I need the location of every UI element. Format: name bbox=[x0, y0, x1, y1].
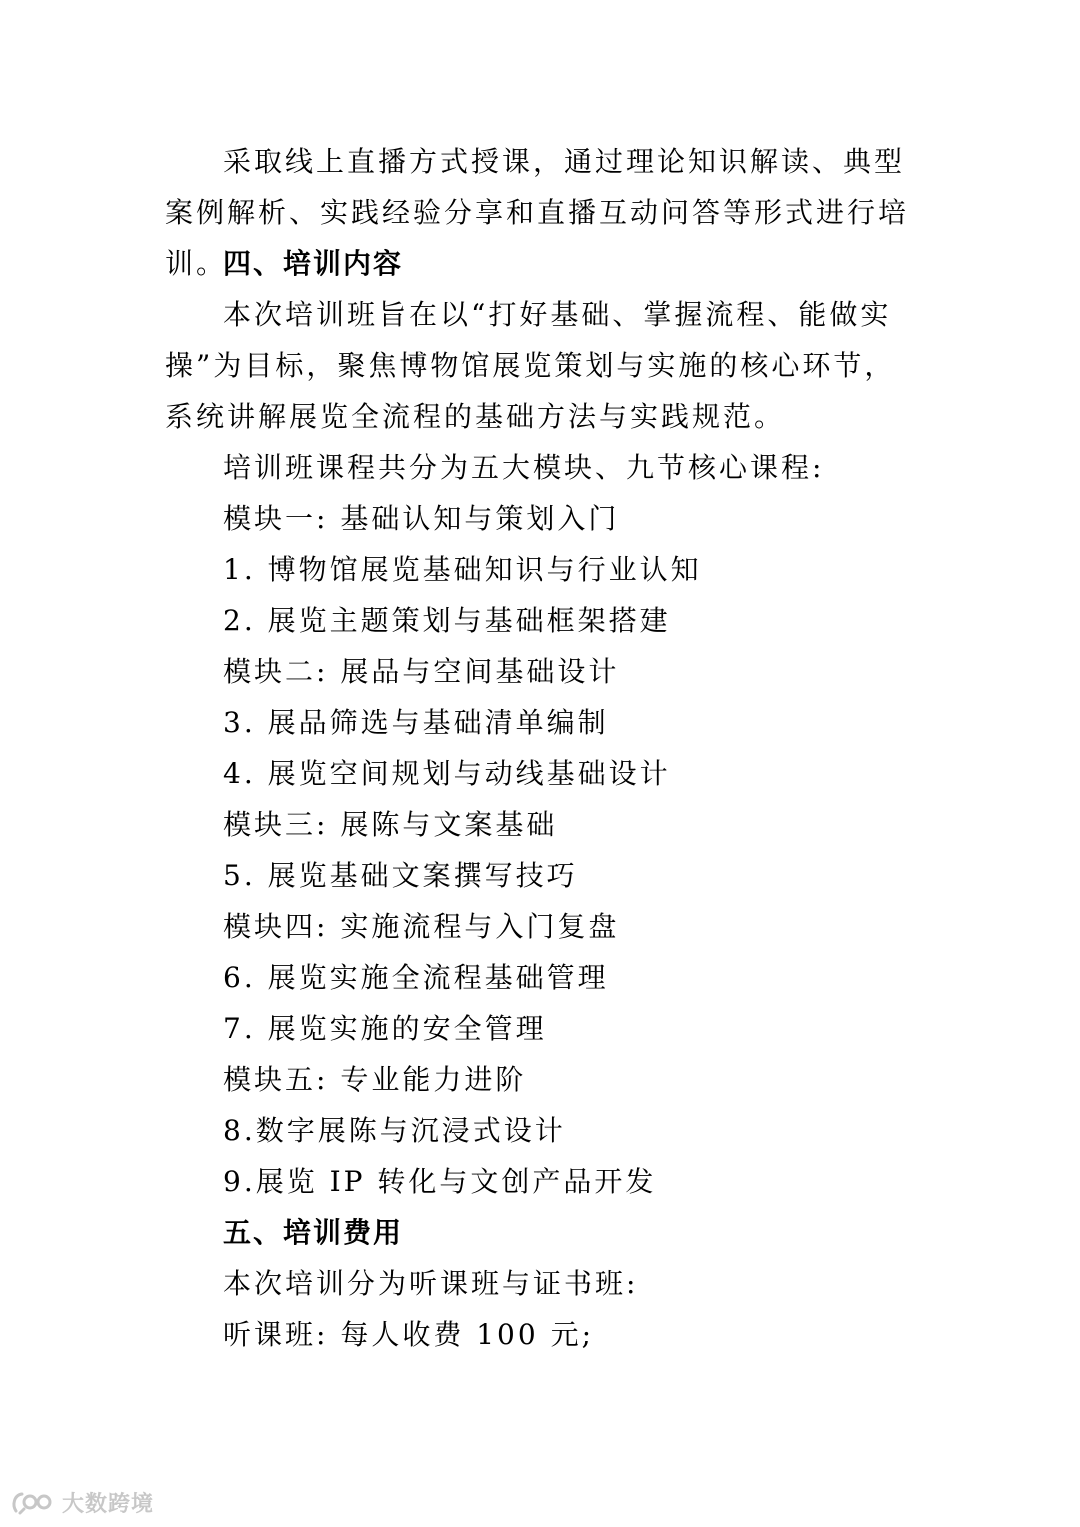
module-5-title: 模块五: 专业能力进阶 bbox=[223, 1063, 527, 1096]
module-1-title: 模块一: 基础认知与策划入门 bbox=[223, 502, 620, 535]
course-item-8: 8.数字展陈与沉浸式设计 bbox=[223, 1114, 566, 1147]
section-heading-training-content: 四、培训内容 bbox=[223, 247, 404, 280]
course-item-5: 5. 展览基础文案撰写技巧 bbox=[223, 859, 578, 892]
module-4-title: 模块四: 实施流程与入门复盘 bbox=[223, 910, 620, 943]
watermark-text: 大数跨境 bbox=[62, 1491, 155, 1517]
fee-listening-class: 听课班: 每人收费 100 元; bbox=[223, 1318, 595, 1351]
course-item-2: 2. 展览主题策划与基础框架搭建 bbox=[223, 604, 671, 637]
paragraph-fee-types: 本次培训分为听课班与证书班: bbox=[223, 1267, 639, 1300]
course-item-1: 1. 博物馆展览基础知识与行业认知 bbox=[223, 553, 702, 586]
paragraph-teaching-method: 采取线上直播方式授课，通过理论知识解读、典型案例解析、实践经验分享和直播互动问答等形式进行培训。 bbox=[165, 145, 910, 280]
course-item-3: 3. 展品筛选与基础清单编制 bbox=[223, 706, 609, 739]
module-3-title: 模块三: 展陈与文案基础 bbox=[223, 808, 558, 841]
course-item-9: 9.展览 IP 转化与文创产品开发 bbox=[223, 1165, 657, 1198]
course-item-4: 4. 展览空间规划与动线基础设计 bbox=[223, 757, 671, 790]
paragraph-training-goal: 本次培训班旨在以“打好基础、掌握流程、能做实操”为目标，聚焦博物馆展览策划与实施的核心环节，系统讲解展览全流程的基础方法与实践规范。 bbox=[165, 298, 896, 433]
logo-icon bbox=[10, 1487, 56, 1517]
course-item-7: 7. 展览实施的安全管理 bbox=[223, 1012, 547, 1045]
watermark bbox=[10, 1484, 154, 1520]
module-2-title: 模块二: 展品与空间基础设计 bbox=[223, 655, 620, 688]
section-heading-training-fee: 五、培训费用 bbox=[223, 1216, 404, 1249]
paragraph-course-structure: 培训班课程共分为五大模块、九节核心课程: bbox=[223, 451, 825, 484]
course-item-6: 6. 展览实施全流程基础管理 bbox=[223, 961, 609, 994]
